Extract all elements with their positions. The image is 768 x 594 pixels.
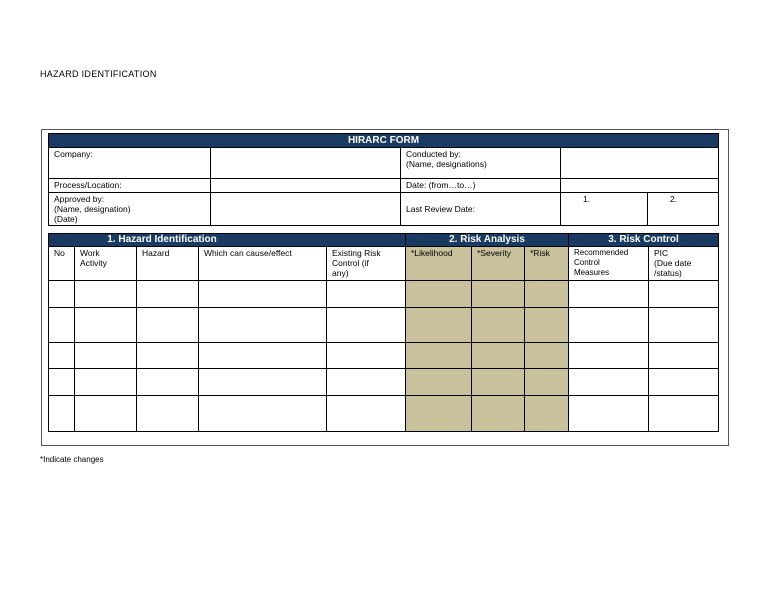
cell[interactable] (75, 396, 137, 432)
cell[interactable] (649, 369, 719, 396)
approved-by-field[interactable] (211, 193, 401, 226)
cell[interactable] (49, 343, 75, 369)
document-title: HAZARD IDENTIFICATION (40, 69, 157, 79)
company-field[interactable] (211, 148, 401, 179)
col-work-activity: Work Activity (75, 247, 137, 281)
col-cause-effect: Which can cause/effect (199, 247, 327, 281)
conducted-by-field[interactable] (561, 148, 719, 179)
cell[interactable] (525, 396, 569, 432)
cell[interactable] (327, 308, 406, 343)
conducted-by-label: Conducted by: (Name, designations) (401, 148, 561, 179)
cell[interactable] (406, 308, 472, 343)
cell[interactable] (327, 369, 406, 396)
cell[interactable] (137, 308, 199, 343)
last-review-label: Last Review Date: (401, 193, 561, 226)
cell[interactable] (525, 308, 569, 343)
table-row (49, 369, 719, 396)
table-row (49, 281, 719, 308)
cell[interactable] (49, 396, 75, 432)
form-title: HIRARC FORM (49, 134, 719, 148)
cell[interactable] (472, 396, 525, 432)
cell[interactable] (75, 308, 137, 343)
cell[interactable] (649, 343, 719, 369)
cell[interactable] (199, 343, 327, 369)
cell[interactable] (49, 281, 75, 308)
table-row (49, 308, 719, 343)
cell[interactable] (406, 369, 472, 396)
cell[interactable] (472, 308, 525, 343)
cell[interactable] (199, 396, 327, 432)
cell[interactable] (49, 308, 75, 343)
company-label: Company: (49, 148, 211, 179)
col-hazard: Hazard (137, 247, 199, 281)
cell[interactable] (406, 396, 472, 432)
cell[interactable] (649, 396, 719, 432)
cell[interactable] (472, 369, 525, 396)
cell[interactable] (199, 308, 327, 343)
date-label: Date: (from…to…) (401, 179, 561, 193)
cell[interactable] (137, 369, 199, 396)
table-row (49, 343, 719, 369)
cell[interactable] (525, 343, 569, 369)
col-risk: *Risk (525, 247, 569, 281)
form-info-table (48, 133, 719, 226)
col-no: No (49, 247, 75, 281)
table-row (49, 396, 719, 432)
cell[interactable] (472, 343, 525, 369)
col-existing-risk-control: Existing Risk Control (if any) (327, 247, 406, 281)
col-recommended-control: Recommended Control Measures (569, 247, 649, 281)
review-1-field[interactable]: 1. (561, 193, 648, 226)
cell[interactable] (569, 369, 649, 396)
date-field[interactable] (561, 179, 719, 193)
cell[interactable] (137, 343, 199, 369)
col-likelihood: *Likelihood (406, 247, 472, 281)
cell[interactable] (472, 281, 525, 308)
process-location-label: Process/Location: (49, 179, 211, 193)
section-risk-analysis: 2. Risk Analysis (406, 234, 569, 247)
cell[interactable] (569, 396, 649, 432)
cell[interactable] (75, 281, 137, 308)
cell[interactable] (327, 343, 406, 369)
footnote: *Indicate changes (40, 455, 104, 464)
cell[interactable] (569, 281, 649, 308)
cell[interactable] (75, 369, 137, 396)
hirarc-table (48, 233, 719, 432)
col-pic: PIC (Due date /status) (649, 247, 719, 281)
cell[interactable] (75, 343, 137, 369)
approved-by-label: Approved by: (Name, designation) (Date) (49, 193, 211, 226)
section-risk-control: 3. Risk Control (569, 234, 719, 247)
cell[interactable] (137, 396, 199, 432)
cell[interactable] (327, 396, 406, 432)
cell[interactable] (569, 343, 649, 369)
process-location-field[interactable] (211, 179, 401, 193)
cell[interactable] (569, 308, 649, 343)
col-severity: *Severity (472, 247, 525, 281)
cell[interactable] (406, 343, 472, 369)
cell[interactable] (649, 308, 719, 343)
cell[interactable] (327, 281, 406, 308)
cell[interactable] (525, 281, 569, 308)
section-hazard-identification: 1. Hazard Identification (49, 234, 406, 247)
cell[interactable] (525, 369, 569, 396)
cell[interactable] (137, 281, 199, 308)
cell[interactable] (49, 369, 75, 396)
review-2-field[interactable]: 2. (648, 193, 719, 226)
cell[interactable] (649, 281, 719, 308)
cell[interactable] (199, 369, 327, 396)
cell[interactable] (199, 281, 327, 308)
cell[interactable] (406, 281, 472, 308)
